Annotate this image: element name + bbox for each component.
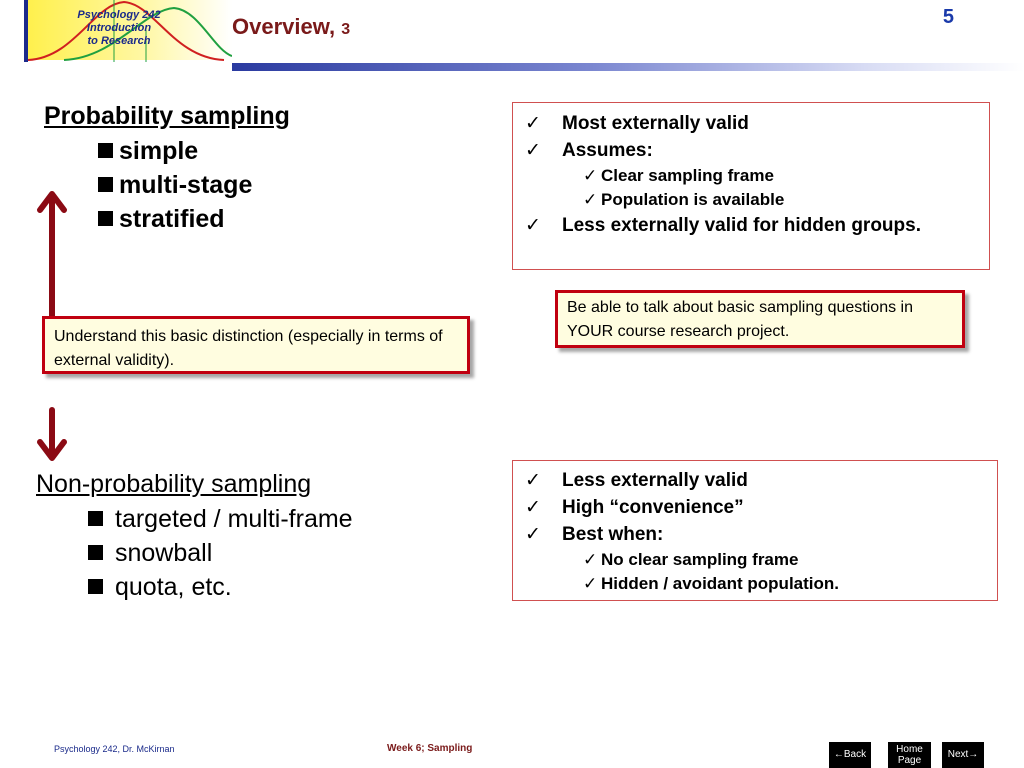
check-item bbox=[513, 494, 997, 521]
home-button-line: Page bbox=[897, 755, 922, 766]
check-item bbox=[513, 164, 989, 188]
probability-checklist bbox=[512, 102, 990, 270]
check-item bbox=[513, 548, 997, 572]
slide-title bbox=[232, 14, 350, 40]
check-item bbox=[513, 188, 989, 212]
list-item bbox=[98, 204, 252, 238]
square-bullet-icon bbox=[98, 211, 113, 226]
square-bullet-icon bbox=[98, 177, 113, 192]
back-button[interactable]: ←Back bbox=[829, 742, 871, 768]
check-item bbox=[513, 110, 989, 137]
square-bullet-icon bbox=[88, 511, 103, 526]
project-note: Be able to talk about basic sampling questions in YOUR course research project. bbox=[555, 290, 965, 348]
list-item bbox=[98, 136, 252, 170]
check-text: Best when: bbox=[562, 524, 664, 545]
check-text: High “convenience” bbox=[562, 497, 744, 518]
header-rule bbox=[232, 63, 1024, 71]
home-page-button[interactable] bbox=[888, 742, 931, 768]
check-icon: ✓ bbox=[525, 140, 541, 161]
arrow-down-icon bbox=[40, 410, 64, 458]
check-icon: ✓ bbox=[525, 497, 541, 518]
slide-title-suffix: 3 bbox=[341, 21, 351, 38]
list-item-text: simple bbox=[119, 137, 199, 165]
probability-heading: Probability sampling bbox=[44, 102, 290, 130]
check-text: Population is available bbox=[601, 190, 785, 209]
non-probability-list bbox=[88, 504, 353, 606]
check-item bbox=[513, 137, 989, 164]
home-button-line: Home bbox=[896, 744, 923, 755]
list-item-text: targeted / multi-frame bbox=[115, 505, 353, 533]
check-item bbox=[513, 467, 997, 494]
list-item-text: stratified bbox=[119, 205, 225, 233]
list-item bbox=[98, 170, 252, 204]
footer-week: Week 6; Sampling bbox=[387, 743, 473, 754]
check-text: Assumes: bbox=[562, 140, 653, 161]
check-item bbox=[513, 212, 989, 239]
check-item bbox=[513, 521, 997, 548]
non-probability-heading: Non-probability sampling bbox=[36, 470, 312, 498]
square-bullet-icon bbox=[88, 545, 103, 560]
check-icon: ✓ bbox=[583, 190, 598, 209]
logo-text bbox=[54, 9, 184, 48]
check-icon: ✓ bbox=[525, 113, 541, 134]
check-text: Most externally valid bbox=[562, 113, 749, 134]
check-icon: ✓ bbox=[525, 470, 541, 491]
footer-course: Psychology 242, Dr. McKirnan bbox=[54, 744, 175, 754]
arrow-up-icon bbox=[40, 194, 64, 316]
check-icon: ✓ bbox=[583, 574, 598, 593]
check-text: Less externally valid bbox=[562, 470, 748, 491]
check-text: Clear sampling frame bbox=[601, 166, 774, 185]
list-item bbox=[88, 538, 353, 572]
square-bullet-icon bbox=[88, 579, 103, 594]
course-logo bbox=[24, 0, 232, 62]
non-probability-checklist bbox=[512, 460, 998, 601]
next-button[interactable]: Next→ bbox=[942, 742, 984, 768]
list-item-text: multi-stage bbox=[119, 171, 253, 199]
list-item-text: snowball bbox=[115, 539, 213, 567]
check-icon: ✓ bbox=[583, 166, 598, 185]
logo-line: Psychology 242 bbox=[77, 9, 161, 21]
slide-title-text: Overview, bbox=[232, 14, 336, 39]
check-icon: ✓ bbox=[583, 550, 598, 569]
list-item bbox=[88, 504, 353, 538]
check-icon: ✓ bbox=[525, 215, 541, 236]
check-text: No clear sampling frame bbox=[601, 550, 799, 569]
check-icon: ✓ bbox=[525, 524, 541, 545]
logo-line: Introduction bbox=[86, 22, 152, 34]
distinction-note: Understand this basic distinction (especially in terms of external validity). bbox=[42, 316, 470, 374]
check-text: Less externally valid for hidden groups. bbox=[562, 215, 921, 236]
page-number: 5 bbox=[942, 6, 954, 28]
check-text: Hidden / avoidant population. bbox=[601, 574, 839, 593]
probability-list bbox=[98, 136, 252, 238]
check-item bbox=[513, 572, 997, 596]
square-bullet-icon bbox=[98, 143, 113, 158]
list-item bbox=[88, 572, 353, 606]
list-item-text: quota, etc. bbox=[115, 573, 232, 601]
logo-line: to Research bbox=[87, 35, 151, 47]
